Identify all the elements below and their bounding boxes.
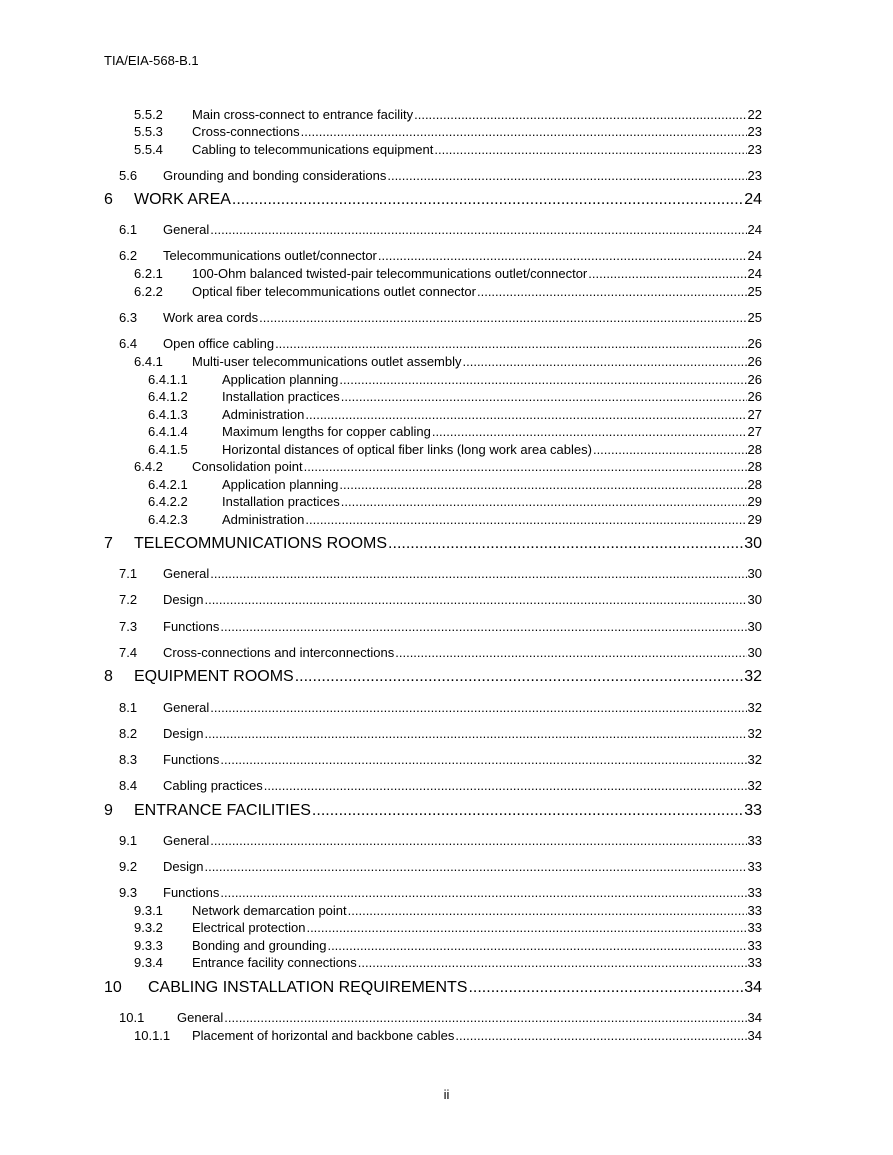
toc-entry[interactable] <box>104 800 762 822</box>
toc-entry-page: 24 <box>747 266 762 281</box>
toc-entry-number: 9.3.1 <box>134 903 163 918</box>
toc-entry[interactable] <box>134 264 762 284</box>
toc-entry-number: 5.5.4 <box>134 142 163 157</box>
toc-entry[interactable] <box>104 666 762 688</box>
toc-entry-page: 33 <box>747 859 762 874</box>
toc-entry[interactable] <box>148 422 762 442</box>
toc-entry-title: Application planning <box>222 372 339 387</box>
toc-entry-page: 26 <box>747 372 762 387</box>
toc-entry-page: 32 <box>747 778 762 793</box>
toc-entry[interactable] <box>134 122 762 142</box>
toc-entry-number: 5.6 <box>119 168 138 183</box>
toc-entry[interactable] <box>119 166 762 186</box>
toc-entry[interactable] <box>119 334 762 354</box>
toc-entry-title: General <box>163 833 210 848</box>
toc-entry[interactable] <box>134 282 762 302</box>
toc-entry-title: Administration <box>222 407 305 422</box>
toc-entry[interactable] <box>134 457 762 477</box>
toc-entry-number: 8.3 <box>119 752 138 767</box>
toc-entry-page: 34 <box>747 1028 762 1043</box>
toc-dot-leader <box>477 282 747 302</box>
toc-entry-title: Electrical protection <box>192 920 306 935</box>
toc-dot-leader <box>220 750 746 770</box>
toc-entry-page: 26 <box>747 389 762 404</box>
toc-dot-leader <box>341 492 747 512</box>
toc-entry-page: 32 <box>744 668 762 685</box>
toc-entry-title: WORK AREA <box>134 191 231 208</box>
toc-entry-title: Horizontal distances of optical fiber links (long work area cables) <box>222 442 592 457</box>
toc-entry-page: 30 <box>747 619 762 634</box>
toc-entry[interactable] <box>134 953 762 973</box>
toc-entry-page: 26 <box>747 354 762 369</box>
toc-entry-number: 8.1 <box>119 700 138 715</box>
toc-entry-number: 6.4.1 <box>134 354 163 369</box>
toc-entry-number: 6.2 <box>119 248 138 263</box>
toc-entry-page: 28 <box>747 459 762 474</box>
toc-entry-number: 5.5.3 <box>134 124 163 139</box>
toc-entry[interactable] <box>119 590 762 610</box>
toc-entry-number: 9.3.4 <box>134 955 163 970</box>
toc-entry-title: Administration <box>222 512 305 527</box>
toc-entry-page: 23 <box>747 124 762 139</box>
toc-dot-leader <box>220 617 746 637</box>
toc-dot-leader <box>395 643 746 663</box>
toc-entry-number: 6.4.2 <box>134 459 163 474</box>
toc-dot-leader <box>378 246 747 266</box>
toc-dot-leader <box>305 510 746 530</box>
toc-entry-title: Cabling to telecommunications equipment <box>192 142 434 157</box>
toc-entry-page: 23 <box>747 142 762 157</box>
toc-entry-title: Work area cords <box>163 310 259 325</box>
toc-entry-page: 30 <box>744 535 762 552</box>
toc-entry-number: 6 <box>104 191 113 208</box>
toc-entry-number: 9.3.3 <box>134 938 163 953</box>
toc-entry-title: Entrance facility connections <box>192 955 357 970</box>
toc-entry-title: General <box>163 700 210 715</box>
toc-entry-number: 9.1 <box>119 833 138 848</box>
toc-entry[interactable] <box>119 246 762 266</box>
toc-entry-title: Multi-user telecommunications outlet assembly <box>192 354 462 369</box>
toc-entry-page: 33 <box>747 885 762 900</box>
toc-entry-title: Functions <box>163 885 220 900</box>
toc-entry-title: Installation practices <box>222 494 340 509</box>
toc-entry-number: 7.1 <box>119 566 138 581</box>
toc-entry-title: EQUIPMENT ROOMS <box>134 668 294 685</box>
toc-entry[interactable] <box>119 857 762 877</box>
toc-entry[interactable] <box>119 698 762 718</box>
toc-entry[interactable] <box>104 189 762 211</box>
toc-entry-number: 7 <box>104 535 113 552</box>
toc-entry-title: General <box>177 1010 224 1025</box>
toc-entry-title: Design <box>163 859 204 874</box>
toc-entry-title: Telecommunications outlet/connector <box>163 248 377 263</box>
toc-entry-title: ENTRANCE FACILITIES <box>134 802 311 819</box>
toc-entry-title: Bonding and grounding <box>192 938 327 953</box>
toc-dot-leader <box>232 189 743 211</box>
toc-dot-leader <box>204 857 746 877</box>
toc-entry[interactable] <box>134 140 762 160</box>
toc-entry-title: Design <box>163 592 204 607</box>
toc-entry-page: 27 <box>747 424 762 439</box>
toc-entry-number: 6.4.1.1 <box>148 372 188 387</box>
toc-entry-number: 7.4 <box>119 645 138 660</box>
toc-entry-number: 6.4.1.5 <box>148 442 188 457</box>
toc-entry-page: 23 <box>747 168 762 183</box>
toc-dot-leader <box>301 122 747 142</box>
toc-entry[interactable] <box>134 1026 762 1046</box>
toc-entry-page: 32 <box>747 752 762 767</box>
toc-entry-title: CABLING INSTALLATION REQUIREMENTS <box>148 979 468 996</box>
toc-entry-title: General <box>163 566 210 581</box>
toc-entry-page: 33 <box>747 920 762 935</box>
toc-entry[interactable] <box>119 883 762 903</box>
toc-entry-number: 6.4.2.3 <box>148 512 188 527</box>
toc-dot-leader <box>341 387 747 407</box>
toc-entry-page: 32 <box>747 726 762 741</box>
toc-dot-leader <box>432 422 747 442</box>
toc-dot-leader <box>275 334 746 354</box>
toc-entry-number: 6.4 <box>119 336 138 351</box>
toc-entry-page: 24 <box>747 248 762 263</box>
toc-entry[interactable] <box>104 977 762 999</box>
toc-entry-number: 7.3 <box>119 619 138 634</box>
toc-dot-leader <box>204 724 746 744</box>
toc-entry-page: 28 <box>747 442 762 457</box>
toc-entry-page: 33 <box>747 903 762 918</box>
toc-entry-title: General <box>163 222 210 237</box>
toc-entry-title: Grounding and bonding considerations <box>163 168 387 183</box>
toc-entry[interactable] <box>119 724 762 744</box>
toc-entry-title: Functions <box>163 752 220 767</box>
toc-entry-title: Consolidation point <box>192 459 303 474</box>
toc-dot-leader <box>210 831 746 851</box>
toc-entry-title: TELECOMMUNICATIONS ROOMS <box>134 535 388 552</box>
toc-entry-page: 26 <box>747 336 762 351</box>
toc-entry-page: 29 <box>747 512 762 527</box>
toc-entry-page: 25 <box>747 310 762 325</box>
toc-entry-number: 8.4 <box>119 778 138 793</box>
toc-entry-number: 6.4.2.2 <box>148 494 188 509</box>
toc-entry-page: 24 <box>747 222 762 237</box>
toc-entry[interactable] <box>119 750 762 770</box>
toc-entry-page: 33 <box>747 955 762 970</box>
toc-dot-leader <box>463 352 747 372</box>
toc-dot-leader <box>468 977 743 999</box>
toc-entry-title: Optical fiber telecommunications outlet connector <box>192 284 476 299</box>
toc-dot-leader <box>306 918 746 938</box>
toc-entry-title: Design <box>163 726 204 741</box>
toc-entry-number: 6.4.1.2 <box>148 389 188 404</box>
toc-entry-number: 8.2 <box>119 726 138 741</box>
toc-entry-title: Network demarcation point <box>192 903 347 918</box>
toc-entry-page: 33 <box>747 833 762 848</box>
toc-entry[interactable] <box>119 1008 762 1028</box>
toc-entry-page: 34 <box>747 1010 762 1025</box>
toc-dot-leader <box>259 308 746 328</box>
toc-entry-page: 33 <box>744 802 762 819</box>
toc-entry-page: 34 <box>744 979 762 996</box>
toc-entry-number: 6.4.1.4 <box>148 424 188 439</box>
toc-dot-leader <box>388 533 743 555</box>
toc-dot-leader <box>210 220 746 240</box>
toc-entry[interactable] <box>148 510 762 530</box>
toc-dot-leader <box>387 166 746 186</box>
toc-entry-page: 24 <box>744 191 762 208</box>
toc-entry-title: Functions <box>163 619 220 634</box>
toc-entry-title: 100-Ohm balanced twisted-pair telecommunications outlet/connector <box>192 266 588 281</box>
toc-dot-leader <box>304 457 747 477</box>
toc-entry-title: Placement of horizontal and backbone cables <box>192 1028 455 1043</box>
toc-dot-leader <box>264 776 747 796</box>
toc-entry-number: 6.2.1 <box>134 266 163 281</box>
toc-entry-number: 9.2 <box>119 859 138 874</box>
toc-entry-title: Application planning <box>222 477 339 492</box>
toc-dot-leader <box>312 800 743 822</box>
toc-entry[interactable] <box>119 220 762 240</box>
toc-entry-number: 10 <box>104 979 122 996</box>
toc-entry-number: 9.3.2 <box>134 920 163 935</box>
toc-dot-leader <box>204 590 746 610</box>
toc-entry[interactable] <box>119 564 762 584</box>
toc-entry-number: 9 <box>104 802 113 819</box>
toc-entry-page: 25 <box>747 284 762 299</box>
toc-dot-leader <box>220 883 746 903</box>
toc-entry[interactable] <box>148 492 762 512</box>
toc-entry-title: Maximum lengths for copper cabling <box>222 424 431 439</box>
toc-entry-page: 30 <box>747 566 762 581</box>
toc-entry[interactable] <box>119 617 762 637</box>
toc-entry-page: 30 <box>747 645 762 660</box>
toc-entry-page: 22 <box>747 107 762 122</box>
toc-entry-page: 33 <box>747 938 762 953</box>
toc-entry[interactable] <box>119 643 762 663</box>
toc-entry-number: 8 <box>104 668 113 685</box>
toc-entry[interactable] <box>119 831 762 851</box>
toc-entry-number: 10.1 <box>119 1010 145 1025</box>
toc-entry-title: Cross-connections <box>192 124 300 139</box>
toc-dot-leader <box>455 1026 746 1046</box>
toc-entry-number: 6.2.2 <box>134 284 163 299</box>
toc-dot-leader <box>295 666 743 688</box>
toc-dot-leader <box>588 264 746 284</box>
toc-entry-page: 32 <box>747 700 762 715</box>
toc-entry-page: 28 <box>747 477 762 492</box>
toc-entry-title: Open office cabling <box>163 336 275 351</box>
toc-dot-leader <box>210 698 746 718</box>
toc-entry-page: 30 <box>747 592 762 607</box>
toc-dot-leader <box>434 140 746 160</box>
toc-entry-page: 29 <box>747 494 762 509</box>
toc-entry-number: 5.5.2 <box>134 107 163 122</box>
toc-entry[interactable] <box>134 918 762 938</box>
toc-entry-title: Cross-connections and interconnections <box>163 645 395 660</box>
toc-entry-number: 7.2 <box>119 592 138 607</box>
toc-entry-number: 6.4.1.3 <box>148 407 188 422</box>
toc-entry-number: 9.3 <box>119 885 138 900</box>
document-id-header: TIA/EIA-568-B.1 <box>104 53 199 68</box>
toc-entry-title: Main cross-connect to entrance facility <box>192 107 414 122</box>
toc-entry[interactable] <box>104 533 762 555</box>
toc-entry[interactable] <box>119 776 762 796</box>
toc-entry-number: 6.1 <box>119 222 138 237</box>
toc-entry[interactable] <box>148 387 762 407</box>
toc-entry[interactable] <box>134 352 762 372</box>
toc-entry-number: 10.1.1 <box>134 1028 171 1043</box>
toc-entry-number: 6.3 <box>119 310 138 325</box>
page-number-footer: ii <box>443 1087 450 1102</box>
toc-dot-leader <box>210 564 746 584</box>
toc-entry-page: 27 <box>747 407 762 422</box>
toc-dot-leader <box>224 1008 746 1028</box>
toc-entry-title: Installation practices <box>222 389 340 404</box>
toc-entry[interactable] <box>119 308 762 328</box>
toc-dot-leader <box>358 953 747 973</box>
toc-entry-title: Cabling practices <box>163 778 263 793</box>
toc-entry-number: 6.4.2.1 <box>148 477 188 492</box>
